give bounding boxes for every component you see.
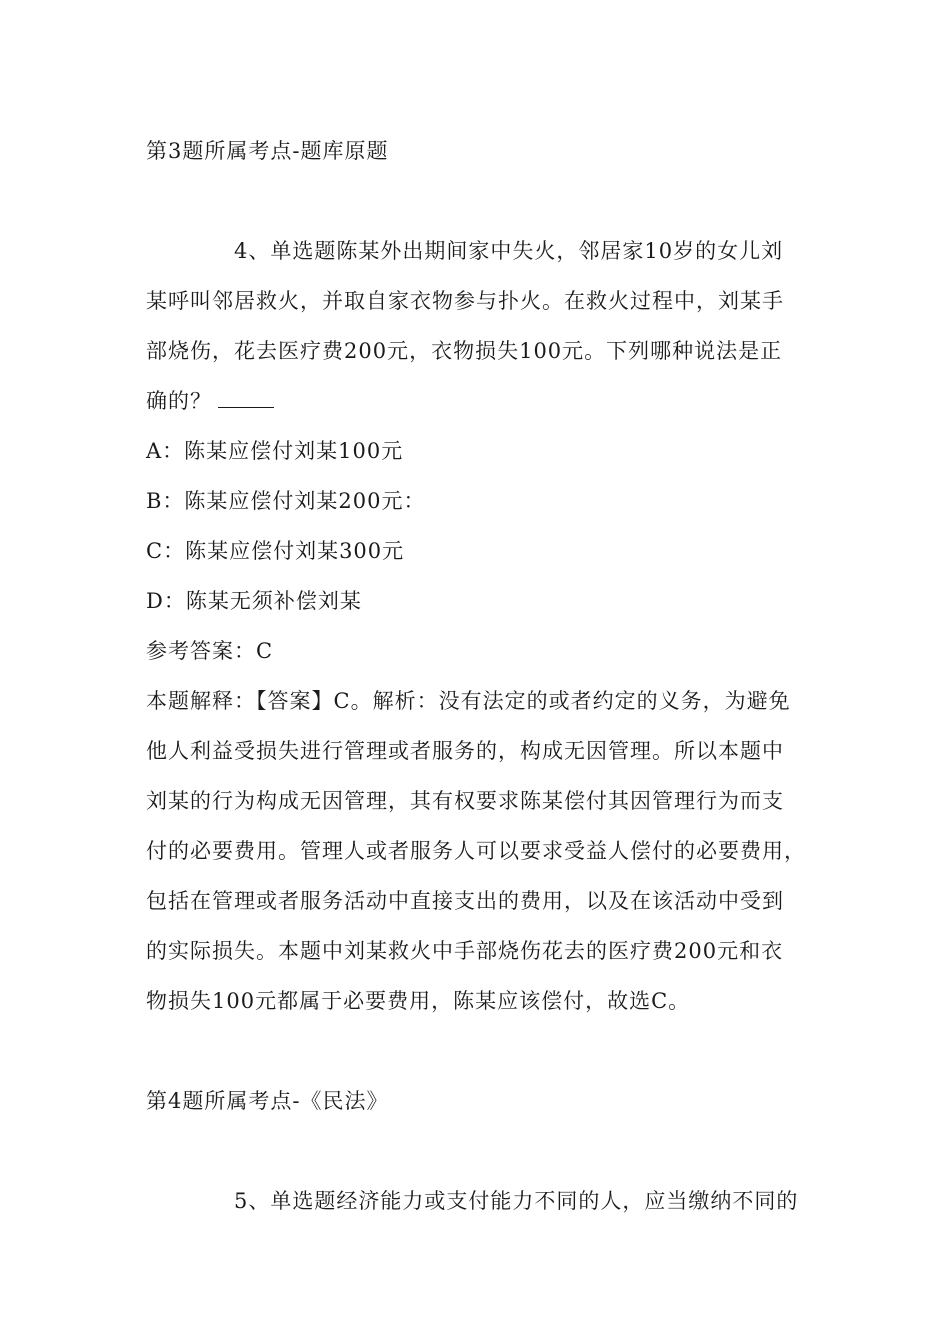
explanation-line-2: 他人利益受损失进行管理或者服务的，构成无因管理。所以本题中 (146, 739, 784, 763)
explanation-line-3: 刘某的行为构成无因管理，其有权要求陈某偿付其因管理行为而支 (146, 789, 784, 813)
question-4-topic: 第4题所属考点-《民法》 (146, 1089, 389, 1113)
question-4-stem-line-2: 某呼叫邻居救火，并取自家衣物参与扑火。在救火过程中，刘某手 (146, 289, 784, 313)
option-d: D：陈某无须补偿刘某 (146, 589, 362, 613)
option-c: C：陈某应偿付刘某300元 (146, 539, 405, 563)
question-4-stem-line-1: 4、单选题陈某外出期间家中失火，邻居家10岁的女儿刘 (234, 239, 784, 263)
question-5-stem-line-1: 5、单选题经济能力或支付能力不同的人，应当缴纳不同的 (234, 1189, 799, 1213)
reference-answer: 参考答案：C (146, 639, 274, 663)
answer-blank (218, 387, 274, 408)
explanation-line-5: 包括在管理或者服务活动中直接支出的费用，以及在该活动中受到 (146, 889, 784, 913)
explanation-line-1: 本题解释：【答案】C。解析：没有法定的或者约定的义务，为避免 (146, 689, 791, 713)
option-a: A：陈某应偿付刘某100元 (146, 439, 404, 463)
question-3-topic: 第3题所属考点-题库原题 (146, 139, 389, 163)
explanation-line-7: 物损失100元都属于必要费用，陈某应该偿付，故选C。 (146, 989, 691, 1013)
explanation-line-4: 付的必要费用。管理人或者服务人可以要求受益人偿付的必要费用， (146, 839, 806, 863)
question-4-stem-line-4-text: 确的？ (146, 389, 212, 413)
question-4-stem-line-3: 部烧伤，花去医疗费200元，衣物损失100元。下列哪种说法是正 (146, 339, 783, 363)
explanation-line-6: 的实际损失。本题中刘某救火中手部烧伤花去的医疗费200元和衣 (146, 939, 784, 963)
option-b: B：陈某应偿付刘某200元： (146, 489, 426, 513)
question-4-stem-line-4 (146, 386, 274, 416)
